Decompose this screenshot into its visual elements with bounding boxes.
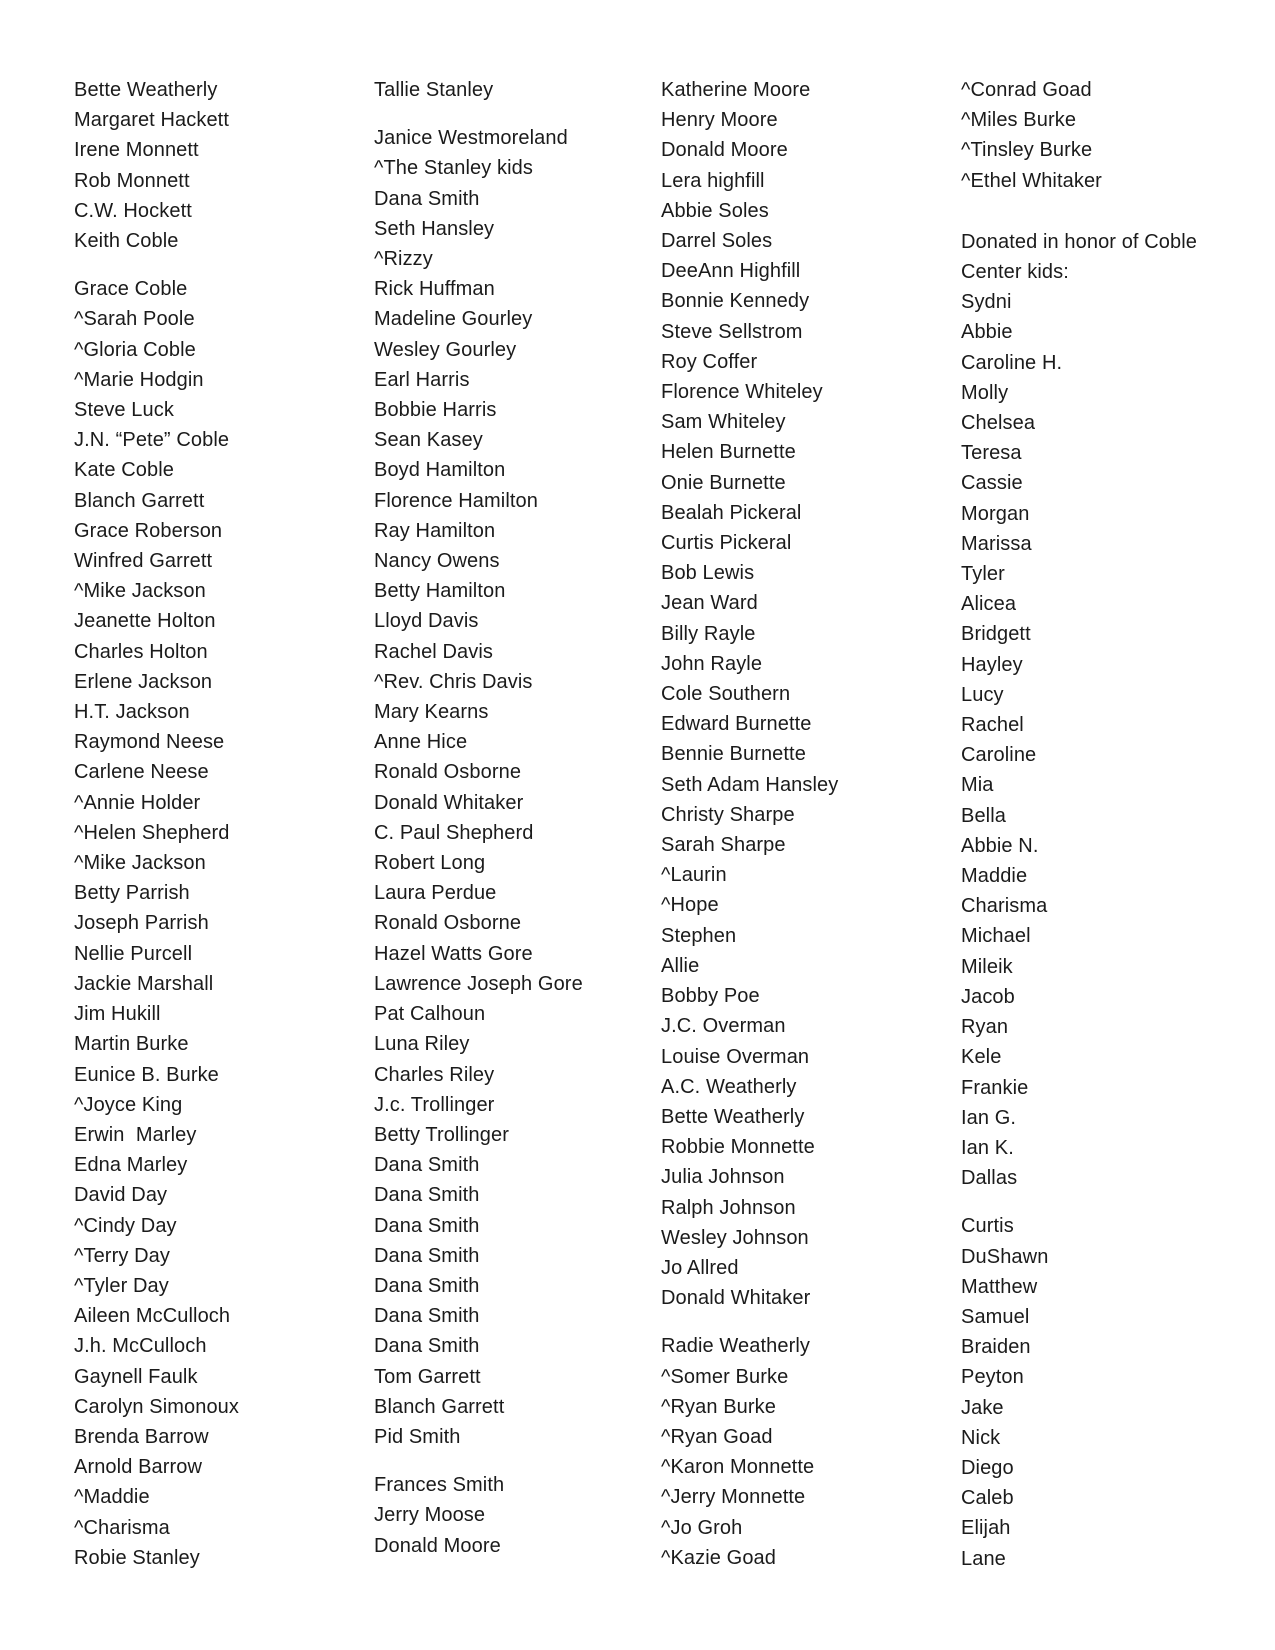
name-entry: Steve Luck <box>74 399 174 422</box>
name-entry: Frances Smith <box>374 1474 505 1497</box>
name-entry: Morgan <box>961 502 1030 525</box>
name-entry: Ryan <box>961 1016 1009 1039</box>
name-entry: Sam Whiteley <box>661 411 786 434</box>
name-entry: Anne Hice <box>374 731 468 754</box>
name-entry: Aileen McCulloch <box>74 1305 231 1328</box>
name-entry: Chelsea <box>961 412 1036 435</box>
name-entry: Rick Huffman <box>374 278 495 301</box>
name-entry: ^Laurin <box>661 864 727 887</box>
name-entry: Nancy Owens <box>374 550 500 573</box>
name-entry: Samuel <box>961 1305 1030 1328</box>
name-entry: Bob Lewis <box>661 562 755 585</box>
name-entry: Bette Weatherly <box>74 79 218 101</box>
name-entry: Lera highfill <box>661 169 765 192</box>
name-entry: Donald Whitaker <box>374 791 524 814</box>
name-entry: Martin Burke <box>74 1033 189 1056</box>
name-entry: ^Terry Day <box>74 1244 170 1267</box>
name-entry: Grace Roberson <box>74 519 223 542</box>
name-entry: Peyton <box>961 1366 1024 1389</box>
name-entry: Katherine Moore <box>661 79 811 101</box>
name-entry: C.W. Hockett <box>74 199 192 222</box>
name-entry: Jackie Marshall <box>74 972 214 995</box>
name-entry: Dallas <box>961 1167 1018 1190</box>
name-entry: DeeAnn Highfill <box>661 260 801 283</box>
name-entry: Stephen <box>661 924 737 947</box>
name-entry: David Day <box>74 1184 168 1207</box>
name-entry: Abbie <box>961 321 1013 344</box>
name-entry: Bonnie Kennedy <box>661 290 810 313</box>
name-entry: Christy Sharpe <box>661 803 795 826</box>
name-entry: ^Mike Jackson <box>74 852 206 875</box>
name-entry: Rachel Davis <box>374 640 494 663</box>
name-entry: Luna Riley <box>374 1033 470 1056</box>
name-entry: Roy Coffer <box>661 350 758 373</box>
name-entry: Michael <box>961 925 1031 948</box>
name-group <box>74 274 369 1573</box>
name-entry: Frankie <box>961 1076 1029 1099</box>
name-entry: Betty Parrish <box>74 882 190 905</box>
name-entry: Tyler <box>961 563 1005 586</box>
name-entry: Kate Coble <box>74 459 174 482</box>
name-entry: Carolyn Simonoux <box>74 1395 240 1418</box>
name-entry: Helen Burnette <box>661 441 796 464</box>
name-entry: Seth Hansley <box>374 217 495 240</box>
name-entry: Charles Holton <box>74 640 208 663</box>
name-entry: Matthew <box>961 1275 1038 1298</box>
name-entry: Jeanette Holton <box>74 610 216 633</box>
name-entry: Blanch Garrett <box>74 489 205 512</box>
name-entry: Lloyd Davis <box>374 610 479 633</box>
name-entry: Jo Allred <box>661 1256 739 1279</box>
name-group <box>661 1331 956 1573</box>
name-entry: ^Rizzy <box>374 248 433 271</box>
name-entry: Dana Smith <box>374 1244 480 1267</box>
name-entry: Ronald Osborne <box>374 912 522 935</box>
name-entry: DuShawn <box>961 1245 1049 1268</box>
name-entry: Gaynell Faulk <box>74 1365 198 1388</box>
name-entry: J.C. Overman <box>661 1015 786 1038</box>
name-entry: Grace Coble <box>74 278 188 301</box>
name-entry: Brenda Barrow <box>74 1425 209 1448</box>
name-entry: Darrel Soles <box>661 230 773 253</box>
name-entry: ^Rev. Chris Davis <box>374 670 533 693</box>
name-entry: ^Mike Jackson <box>74 580 206 603</box>
name-group <box>961 1211 1271 1573</box>
name-entry: ^Hope <box>661 894 719 917</box>
name-entry: Edward Burnette <box>661 713 812 736</box>
name-entry: ^Charisma <box>74 1516 170 1539</box>
name-entry: Sarah Sharpe <box>661 834 786 857</box>
name-entry: Carlene Neese <box>74 761 209 784</box>
name-entry: ^Karon Monnette <box>661 1456 815 1479</box>
name-entry: Madeline Gourley <box>374 308 533 331</box>
name-entry: Cassie <box>961 472 1023 495</box>
name-entry: Mia <box>961 774 994 797</box>
name-entry: ^Jerry Monnette <box>661 1486 806 1509</box>
name-entry: Caroline H. <box>961 351 1063 374</box>
name-entry: J.h. McCulloch <box>74 1335 207 1358</box>
name-entry: Dana Smith <box>374 1214 480 1237</box>
name-entry: ^Tyler Day <box>74 1274 169 1297</box>
name-entry: Jim Hukill <box>74 1003 161 1026</box>
name-entry: Cole Southern <box>661 683 791 706</box>
name-entry: Dana Smith <box>374 1335 480 1358</box>
name-entry: Ian K. <box>961 1136 1014 1159</box>
name-entry: Winfred Garrett <box>74 550 213 573</box>
name-entry: Dana Smith <box>374 187 480 210</box>
name-group <box>961 75 1271 196</box>
name-entry: Molly <box>961 381 1009 404</box>
name-group <box>374 123 656 1452</box>
name-entry: Donald Moore <box>374 1534 501 1557</box>
name-entry: Nellie Purcell <box>74 942 193 965</box>
name-entry: Sydni <box>961 291 1012 314</box>
name-entry: Bette Weatherly <box>661 1105 805 1128</box>
name-entry: Bella <box>961 804 1006 827</box>
name-entry: ^Ryan Goad <box>661 1425 773 1448</box>
name-entry: Lucy <box>961 683 1004 706</box>
name-entry: Hazel Watts Gore <box>374 942 533 965</box>
name-entry: Alicea <box>961 593 1017 616</box>
name-entry: Jerry Moose <box>374 1504 486 1527</box>
name-entry: Curtis <box>961 1215 1014 1238</box>
name-entry: Florence Whiteley <box>661 381 823 404</box>
name-column-1 <box>74 75 369 1573</box>
name-entry: Margaret Hackett <box>74 109 229 132</box>
name-entry: ^Tinsley Burke <box>961 139 1093 162</box>
name-entry: Donated in honor of Coble <box>961 230 1197 253</box>
name-entry: ^Joyce King <box>74 1093 183 1116</box>
name-entry: Henry Moore <box>661 109 778 132</box>
name-entry: Steve Sellstrom <box>661 320 803 343</box>
name-entry: Radie Weatherly <box>661 1335 810 1358</box>
name-entry: John Rayle <box>661 652 763 675</box>
name-entry: Betty Trollinger <box>374 1123 509 1146</box>
name-entry: Boyd Hamilton <box>374 459 506 482</box>
name-entry: Wesley Gourley <box>374 338 517 361</box>
name-entry: Teresa <box>961 442 1022 465</box>
name-entry: Curtis Pickeral <box>661 532 792 555</box>
name-group <box>74 75 369 256</box>
name-entry: Wesley Johnson <box>661 1226 809 1249</box>
name-entry: Robert Long <box>374 852 486 875</box>
name-entry: Earl Harris <box>374 368 470 391</box>
name-entry: Lane <box>961 1547 1006 1570</box>
name-entry: C. Paul Shepherd <box>374 821 534 844</box>
name-entry: Rob Monnett <box>74 169 190 192</box>
name-entry: ^Ethel Whitaker <box>961 169 1102 192</box>
name-entry: Bobbie Harris <box>374 399 497 422</box>
name-entry: ^Ryan Burke <box>661 1395 776 1418</box>
name-entry: Onie Burnette <box>661 471 786 494</box>
name-entry: Janice Westmoreland <box>374 127 568 150</box>
name-entry: ^Sarah Poole <box>74 308 195 331</box>
name-entry: Mary Kearns <box>374 701 489 724</box>
name-entry: Sean Kasey <box>374 429 483 452</box>
name-entry: Lawrence Joseph Gore <box>374 972 583 995</box>
name-entry: ^Gloria Coble <box>74 338 196 361</box>
name-entry: ^The Stanley kids <box>374 157 533 180</box>
name-column-4 <box>961 75 1271 1574</box>
name-entry: Braiden <box>961 1336 1031 1359</box>
name-entry: Pid Smith <box>374 1425 461 1448</box>
name-entry: Erwin Marley <box>74 1123 197 1146</box>
name-entry: Keith Coble <box>74 230 179 253</box>
name-entry: Robie Stanley <box>74 1546 200 1569</box>
name-entry: Dana Smith <box>374 1154 480 1177</box>
name-entry: Charles Riley <box>374 1063 495 1086</box>
name-entry: Louise Overman <box>661 1045 810 1068</box>
name-entry: Ian G. <box>961 1106 1017 1129</box>
name-entry: Seth Adam Hansley <box>661 773 839 796</box>
name-entry: Julia Johnson <box>661 1166 785 1189</box>
name-entry: Donald Whitaker <box>661 1287 811 1310</box>
name-entry: Tom Garrett <box>374 1365 481 1388</box>
name-entry: Bealah Pickeral <box>661 501 802 524</box>
name-entry: Raymond Neese <box>74 731 225 754</box>
name-group <box>961 227 1271 1194</box>
name-entry: Eunice B. Burke <box>74 1063 219 1086</box>
name-entry: Rachel <box>961 714 1024 737</box>
name-entry: Robbie Monnette <box>661 1136 815 1159</box>
name-entry: Kele <box>961 1046 1002 1069</box>
name-entry: ^Helen Shepherd <box>74 821 230 844</box>
name-entry: Bennie Burnette <box>661 743 806 766</box>
name-entry: Mileik <box>961 955 1013 978</box>
name-entry: ^Maddie <box>74 1486 150 1509</box>
name-entry: A.C. Weatherly <box>661 1075 797 1098</box>
name-entry: Irene Monnett <box>74 139 199 162</box>
name-group <box>661 75 956 1313</box>
name-entry: Charisma <box>961 895 1048 918</box>
name-entry: Erlene Jackson <box>74 670 213 693</box>
name-entry: Nick <box>961 1426 1001 1449</box>
name-entry: Allie <box>661 954 700 977</box>
name-entry: Blanch Garrett <box>374 1395 505 1418</box>
name-column-2 <box>374 75 656 1561</box>
name-entry: Donald Moore <box>661 139 788 162</box>
name-entry: Tallie Stanley <box>374 79 494 101</box>
name-entry: Joseph Parrish <box>74 912 209 935</box>
name-entry: J.N. “Pete” Coble <box>74 429 230 452</box>
name-entry: Betty Hamilton <box>374 580 506 603</box>
name-entry: Center kids: <box>961 261 1069 284</box>
name-entry: ^Somer Burke <box>661 1365 789 1388</box>
name-entry: Caleb <box>961 1487 1014 1510</box>
name-entry: Bridgett <box>961 623 1031 646</box>
name-entry: Elijah <box>961 1517 1011 1540</box>
name-entry: Hayley <box>961 653 1023 676</box>
name-entry: Maddie <box>961 865 1028 888</box>
name-entry: ^Marie Hodgin <box>74 368 204 391</box>
name-entry: ^Conrad Goad <box>961 79 1092 101</box>
name-entry: Bobby Poe <box>661 985 760 1008</box>
name-entry: Ralph Johnson <box>661 1196 796 1219</box>
name-entry: Jake <box>961 1396 1004 1419</box>
name-entry: Ronald Osborne <box>374 761 522 784</box>
name-entry: ^Miles Burke <box>961 109 1077 132</box>
name-entry: Pat Calhoun <box>374 1003 486 1026</box>
name-entry: Dana Smith <box>374 1305 480 1328</box>
name-entry: Ray Hamilton <box>374 519 496 542</box>
name-entry: Marissa <box>961 532 1032 555</box>
name-entry: Jacob <box>961 985 1015 1008</box>
name-group <box>374 75 656 105</box>
name-entry: Diego <box>961 1456 1014 1479</box>
name-entry: Edna Marley <box>74 1154 188 1177</box>
name-entry: J.c. Trollinger <box>374 1093 495 1116</box>
name-entry: Caroline <box>961 744 1037 767</box>
name-entry: H.T. Jackson <box>74 701 190 724</box>
name-entry: Billy Rayle <box>661 622 756 645</box>
name-entry: ^Jo Groh <box>661 1516 743 1539</box>
name-entry: Dana Smith <box>374 1184 480 1207</box>
name-entry: ^Cindy Day <box>74 1214 177 1237</box>
name-column-3 <box>661 75 956 1573</box>
name-entry: ^Annie Holder <box>74 791 201 814</box>
name-entry: ^Kazie Goad <box>661 1546 776 1569</box>
name-entry: Abbie Soles <box>661 199 769 222</box>
name-entry: Jean Ward <box>661 592 758 615</box>
name-entry: Florence Hamilton <box>374 489 538 512</box>
name-entry: Arnold Barrow <box>74 1456 203 1479</box>
name-entry: Laura Perdue <box>374 882 497 905</box>
name-entry: Dana Smith <box>374 1274 480 1297</box>
name-group <box>374 1470 656 1561</box>
name-entry: Abbie N. <box>961 834 1039 857</box>
